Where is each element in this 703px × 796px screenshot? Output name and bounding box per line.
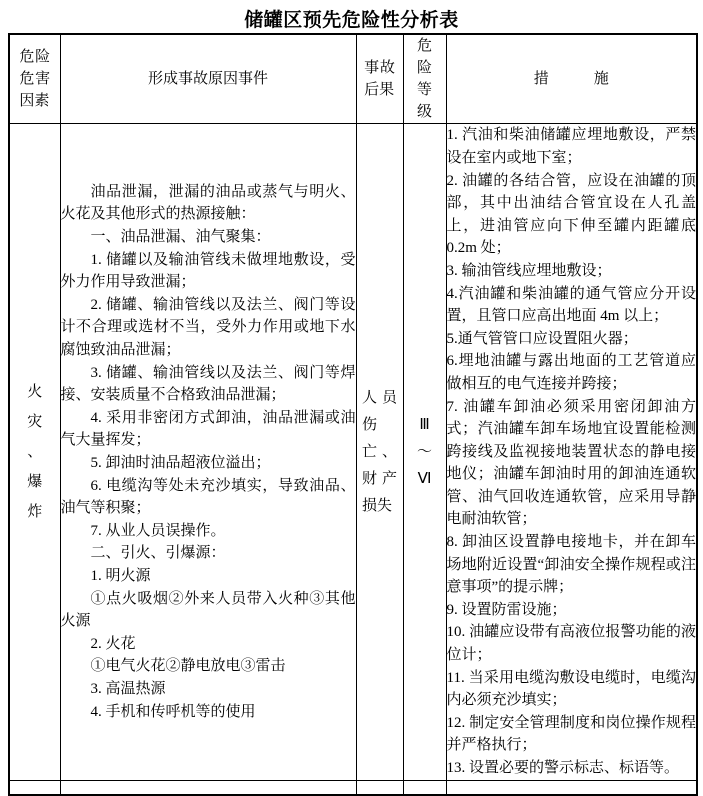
- paragraph: 1. 储罐以及输油管线未做埋地敷设，受外力作用导致泄漏；: [60, 251, 356, 291]
- paragraph: ①点火吸烟②外来人员带入火种③其他火源: [60, 590, 356, 630]
- paragraph: 10. 油罐应设带有高液位报警功能的液位计；: [446, 624, 696, 664]
- paragraph: 5.通气管管口应设置阻火器；: [446, 330, 638, 347]
- measure-paragraphs: [447, 124, 697, 779]
- cause-paragraphs: [61, 181, 356, 723]
- paragraph: 9. 设置防雷设施；: [446, 601, 567, 618]
- header-hazard-factor: [9, 34, 60, 124]
- paragraph: 1. 汽油和柴油储罐应埋地敷设，严禁设在室内或地下室；: [446, 127, 696, 166]
- header-measures-label: 措 施: [533, 71, 609, 87]
- paragraph: 13. 设置必要的警示标志、标语等。: [446, 760, 680, 777]
- paragraph: 2. 油罐的各结合管，应设在油罐的顶部，其中出油结合管宜设在人孔盖上，进油管应向下伸至罐内距罐底 0.2m 处；: [446, 172, 696, 257]
- paragraph: 6.埋地油罐与露出地面的工艺管道应做相互的电气连接并跨接；: [446, 353, 696, 392]
- cause-events-cell: [60, 124, 356, 781]
- paragraph: 8. 卸油区设置静电接地卡，并在卸车场地附近设置“卸油安全操作规程或注意事项”的提示牌；: [446, 534, 696, 596]
- paragraph: ①电气火花②静电放电③雷击: [90, 658, 286, 675]
- header-measures: [446, 34, 697, 124]
- paragraph: 油品泄漏，泄漏的油品或蒸气与明火、火花及其他形式的热源接触：: [60, 183, 356, 223]
- empty-cell: [446, 781, 697, 795]
- paragraph: 12. 制定安全管理制度和岗位操作规程并严格执行；: [446, 714, 696, 754]
- paragraph: 一、油品泄漏、油气聚集：: [90, 229, 271, 246]
- table-header-row: [9, 34, 697, 124]
- paragraph: 3. 输油管线应埋地敷设；: [446, 262, 612, 279]
- paragraph: 4. 采用非密闭方式卸油，油品泄漏或油气大量挥发；: [60, 409, 356, 449]
- measures-cell: [446, 124, 697, 781]
- header-cause-events: [60, 34, 356, 124]
- paragraph: 1. 明火源: [90, 567, 151, 584]
- paragraph: 2. 火花: [90, 635, 136, 652]
- header-cause-events-label: 形成事故原因事件: [147, 71, 268, 87]
- empty-cell: [403, 781, 446, 795]
- page-title: 储罐区预先危险性分析表: [244, 10, 459, 31]
- paragraph: 二、引火、引爆源：: [90, 545, 226, 562]
- paragraph: 3. 储罐、输油管线以及法兰、阀门等焊接、安装质量不合格致油品泄漏；: [60, 364, 356, 404]
- empty-cell: [60, 781, 356, 795]
- empty-cell: [356, 781, 403, 795]
- hazard-analysis-table: [8, 33, 698, 796]
- paragraph: 4. 手机和传呼机等的使用: [90, 703, 256, 720]
- paragraph: 6. 电缆沟等处未充沙填实，导致油品、油气等积聚；: [60, 477, 356, 517]
- table-row: [9, 124, 697, 781]
- header-consequence: [356, 34, 403, 124]
- table-row-partial: [9, 781, 697, 795]
- paragraph: 2. 储罐、输油管线以及法兰、阀门等设计不合理或选材不当，受外力作用或地下水腐蚀致油品泄漏；: [60, 296, 356, 359]
- paragraph: 5. 卸油时油品超液位溢出；: [90, 455, 271, 471]
- header-risk-level-label: 危险等级: [416, 38, 432, 120]
- paragraph: 3. 高温热源: [90, 680, 166, 697]
- header-risk-level: [403, 34, 446, 124]
- header-hazard-factor-label: 危险危害因素: [19, 49, 51, 109]
- risk-level-value: Ⅲ～Ⅵ: [416, 416, 432, 487]
- risk-level-cell: [403, 124, 446, 781]
- paragraph: 7. 从业人员误操作。: [90, 522, 226, 539]
- header-consequence-label: 事故后果: [364, 60, 395, 98]
- paragraph: 7. 油罐车卸油必须采用密闭卸油方式；汽油罐车卸车场地宜设置能检测跨接线及监视接地装置状态的静电接地仪；油罐车卸油时用的卸油连通软管、油气回收连通软管，应采用导静电耐油软管；: [446, 398, 696, 528]
- paragraph: 4.汽油罐和柴油罐的通气管应分开设置，且管口应高出地面 4m 以上；: [446, 285, 696, 325]
- consequence-cell: [356, 124, 403, 781]
- paragraph: 11. 当采用电缆沟敷设电缆时，电缆沟内必须充沙填实；: [446, 669, 696, 709]
- consequence-value: 人员伤亡、财产损失: [362, 389, 397, 514]
- hazard-factor-cell: [9, 124, 60, 781]
- empty-cell: [9, 781, 60, 795]
- hazard-factor-value: 火灾、爆炸: [27, 384, 43, 520]
